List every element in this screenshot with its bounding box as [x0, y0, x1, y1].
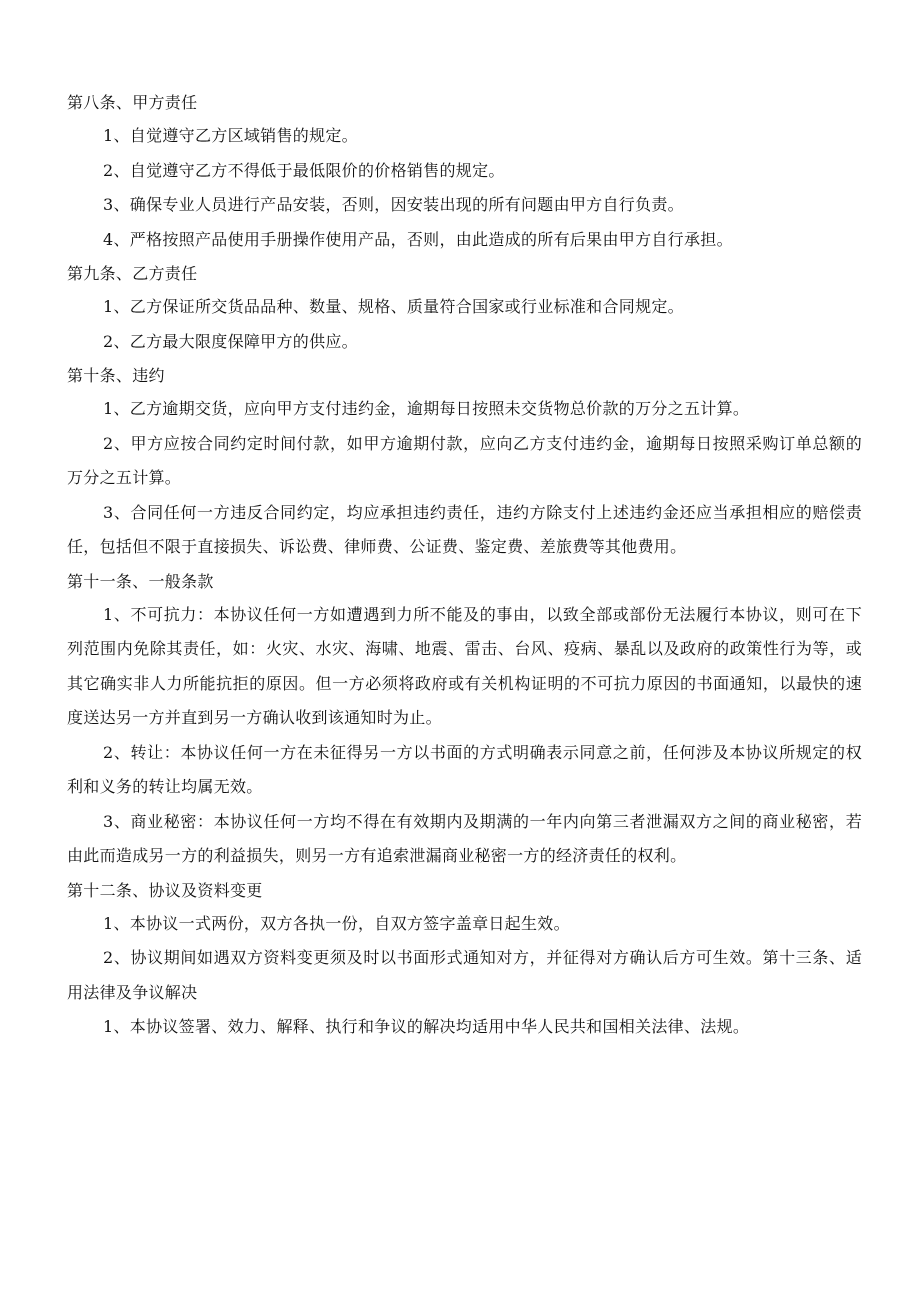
clause-paragraph: 3、合同任何一方违反合同约定，均应承担违约责任，违约方除支付上述违约金还应当承担相应的赔偿责任，包括但不限于直接损失、诉讼费、律师费、公证费、鉴定费、差旅费等其他费用。	[67, 502, 862, 556]
clause-paragraph: 3、商业秘密：本协议任何一方均不得在有效期内及期满的一年内向第三者泄漏双方之间的商业秘密，若由此而造成另一方的利益损失，则另一方有追索泄漏商业秘密一方的经济责任的权利。	[67, 811, 862, 865]
clause-paragraph: 1、本协议签署、效力、解释、执行和争议的解决均适用中华人民共和国相关法律、法规。	[103, 1017, 750, 1036]
clause-paragraph: 1、本协议一式两份，双方各执一份，自双方签字盖章日起生效。	[103, 913, 570, 933]
section-heading: 第八条、甲方责任	[67, 93, 198, 112]
clause-paragraph: 1、乙方保证所交货品品种、数量、规格、质量符合国家或行业标准和合同规定。	[103, 297, 684, 316]
clause-paragraph: 4、严格按照产品使用手册操作使用产品，否则，由此造成的所有后果由甲方自行承担。	[103, 229, 733, 249]
clause-paragraph: 1、自觉遵守乙方区域销售的规定。	[103, 126, 358, 145]
clause-paragraph: 2、乙方最大限度保障甲方的供应。	[103, 331, 358, 351]
clause-paragraph: 2、甲方应按合同约定时间付款，如甲方逾期付款，应向乙方支付违约金，逾期每日按照采购订单总额的万分之五计算。	[67, 433, 862, 487]
section-9	[67, 257, 862, 359]
section-11	[67, 565, 862, 874]
clause-paragraph: 1、不可抗力：本协议任何一方如遭遇到力所不能及的事由，以致全部或部份无法履行本协议，则可在下列范围内免除其责任，如：火灾、水灾、海啸、地震、雷击、台风、疫病、暴乱以及政府的政策性行为等，或其它确实非人力所能抗拒的原因。但一方必须将政府或有关机构证明的不可抗力原因的书面通知，以最快的速度送达另一方并直到另一方确认收到该通知时为止。	[67, 604, 862, 727]
section-12	[67, 874, 862, 1045]
clause-paragraph: 2、协议期间如遇双方资料变更须及时以书面形式通知对方，并征得对方确认后方可生效。第十三条、适用法律及争议解决	[67, 948, 862, 1002]
clause-paragraph: 2、转让：本协议任何一方在未征得另一方以书面的方式明确表示同意之前，任何涉及本协议所规定的权利和义务的转让均属无效。	[67, 742, 862, 796]
section-heading: 第九条、乙方责任	[67, 264, 198, 283]
section-heading: 第十条、违约	[67, 366, 165, 385]
clause-paragraph: 2、自觉遵守乙方不得低于最低限价的价格销售的规定。	[103, 160, 505, 180]
section-10	[67, 359, 862, 565]
contract-body	[67, 86, 862, 1045]
section-heading: 第十一条、一般条款	[67, 571, 214, 591]
clause-paragraph: 3、确保专业人员进行产品安装，否则，因安装出现的所有问题由甲方自行负责。	[103, 195, 684, 214]
clause-paragraph: 1、乙方逾期交货，应向甲方支付违约金，逾期每日按照未交货物总价款的万分之五计算。	[103, 399, 750, 418]
section-8	[67, 86, 862, 257]
section-heading: 第十二条、协议及资料变更	[67, 880, 263, 900]
